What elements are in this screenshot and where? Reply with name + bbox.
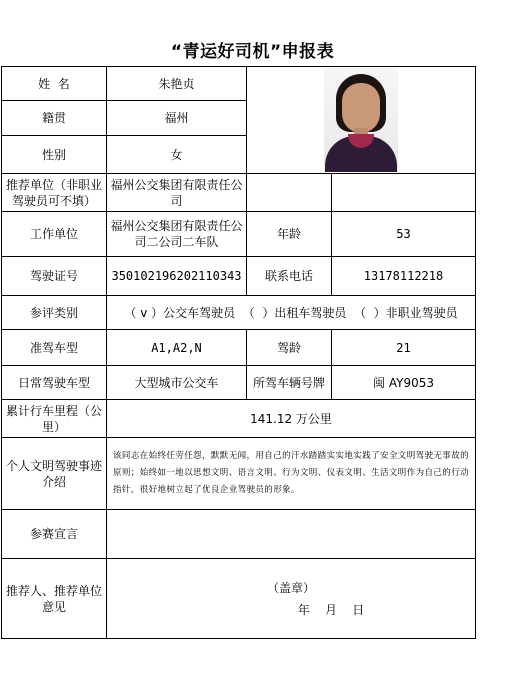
category-value: （ v ）公交车驾驶员 （ ）出租车驾驶员 （ ）非职业驾驶员 [107, 296, 476, 330]
age-value: 53 [332, 212, 476, 257]
intro-value: 该同志在始终任劳任怨，默默无闻，用自己的汗水踏踏实实地实践了安全文明驾驶无事故的原则；始终如一地以思想文明、语言文明、行为文明、仪表文明、生活文明作为自己的行动指针，很好地树立起了优良企业驾驶员的形象。 [107, 438, 476, 510]
intro-label: 个人文明驾驶事迹介绍 [2, 438, 107, 510]
daily-vehicle-value: 大型城市公交车 [107, 366, 247, 400]
age-label: 年龄 [247, 212, 332, 257]
driving-years-value: 21 [332, 330, 476, 366]
seal-text: （盖章） [266, 580, 315, 595]
origin-value: 福州 [107, 101, 247, 136]
form-title: “青运好司机”申报表 [170, 42, 335, 62]
category-label: 参评类别 [2, 296, 107, 330]
plate-label: 所驾车辆号牌 [247, 366, 332, 400]
opinion-label: 推荐人、推荐单位意见 [2, 559, 107, 639]
portrait-photo [324, 68, 398, 172]
work-unit-value: 福州公交集团有限责任公司二公司二车队 [107, 212, 247, 257]
phone-value: 13178112218 [332, 257, 476, 296]
recommend-unit-label: 推荐单位（非职业驾驶员可不填） [2, 174, 107, 212]
empty-cell-a [247, 174, 332, 212]
vehicle-class-label: 准驾车型 [2, 330, 107, 366]
license-value: 350102196202110343 [107, 257, 247, 296]
vehicle-class-value: A1,A2,N [107, 330, 247, 366]
work-unit-label: 工作单位 [2, 212, 107, 257]
mileage-value: 141.12 万公里 [107, 400, 476, 438]
name-value: 朱艳贞 [107, 67, 247, 101]
opinion-cell [107, 559, 476, 639]
empty-cell-b [332, 174, 476, 212]
gender-label: 性别 [2, 136, 107, 174]
date-text: 年 月 日 [297, 602, 365, 617]
photo-cell [247, 67, 476, 174]
driving-years-label: 驾龄 [247, 330, 332, 366]
declaration-label: 参赛宣言 [2, 510, 107, 559]
declaration-value [107, 510, 476, 559]
gender-value: 女 [107, 136, 247, 174]
application-form [1, 66, 476, 639]
name-label: 姓 名 [2, 67, 107, 101]
license-label: 驾驶证号 [2, 257, 107, 296]
plate-value: 闽 AY9053 [332, 366, 476, 400]
mileage-label: 累计行车里程（公里） [2, 400, 107, 438]
phone-label: 联系电话 [247, 257, 332, 296]
daily-vehicle-label: 日常驾驶车型 [2, 366, 107, 400]
recommend-unit-value: 福州公交集团有限责任公司 [107, 174, 247, 212]
origin-label: 籍贯 [2, 101, 107, 136]
